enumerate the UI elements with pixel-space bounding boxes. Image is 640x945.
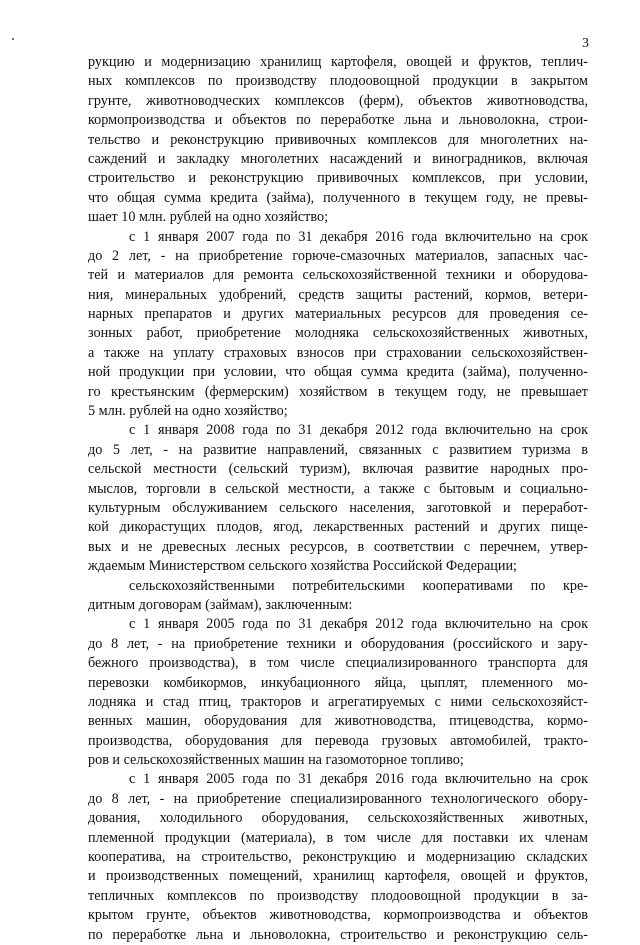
paragraph [88, 577, 588, 616]
text-line: венных машин, оборудования для животноводства, птицеводства, кормо- [88, 713, 588, 730]
text-line: до 8 лет, - на приобретение техники и оборудования (российского и зару- [88, 635, 588, 652]
document-body [88, 53, 588, 945]
text-line: грунте, животноводческих комплексов (ферм), объектов животноводства, [88, 92, 588, 109]
scan-speck [12, 38, 14, 40]
text-line: кой дикорастущих плодов, ягод, лекарственных растений и других пище- [88, 519, 588, 536]
text-line: с 1 января 2005 года по 31 декабря 2016 года включительно на срок [129, 771, 588, 788]
text-line: с 1 января 2007 года по 31 декабря 2016 года включительно на срок [129, 228, 588, 245]
text-line: а также на уплату страховых взносов при страховании сельскохозяйствен- [88, 344, 588, 361]
text-line: культурным обслуживанием сельского населения, заготовкой и переработ- [88, 499, 588, 516]
text-line: сельской местности (сельский туризм), включая развитие народных про- [88, 461, 588, 478]
text-line: тепличных комплексов по производству плодоовощной продукции в за- [88, 887, 588, 904]
text-line: до 5 лет, - на развитие направлений, связанных с развитием туризма в [88, 441, 588, 458]
text-line: с 1 января 2005 года по 31 декабря 2012 года включительно на срок [129, 616, 588, 633]
text-line: саждений и закладку многолетних насаждений и виноградников, включая [88, 150, 588, 167]
text-line: дования, холодильного оборудования, сельскохозяйственных животных, [88, 810, 588, 827]
text-line: что общая сумма кредита (займа), полученного в текущем году, не превы- [88, 189, 588, 206]
text-line: 5 млн. рублей на одно хозяйство; [88, 403, 288, 420]
paragraph [88, 615, 588, 770]
text-line: с 1 января 2008 года по 31 декабря 2012 года включительно на срок [129, 422, 588, 439]
text-line: племенной продукции (материала), в том числе для поставки их членам [88, 829, 588, 846]
text-line: кормопроизводства и объектов по переработке льна и льноволокна, строи- [88, 112, 588, 129]
text-line: ных комплексов по производству плодоовощной продукции в закрытом [88, 73, 588, 90]
paragraph [88, 770, 588, 945]
text-line: сельскохозяйственными потребительскими кооперативами по кре- [129, 577, 588, 594]
text-line: шает 10 млн. рублей на одно хозяйство; [88, 209, 329, 226]
text-line: го крестьянским (фермерским) хозяйством в текущем году, не превышает [88, 383, 588, 400]
text-line: производства, оборудования для перевода грузовых автомобилей, тракто- [88, 732, 588, 749]
paragraph [88, 421, 588, 576]
text-line: по переработке льна и льноволокна, строительство и реконструкцию сель- [88, 926, 588, 943]
page-number: 3 [582, 36, 589, 51]
text-line: мыслов, торговли в сельской местности, а также с бытовым и социально- [88, 480, 588, 497]
text-line: бежного производства), в том числе специализированного транспорта для [88, 655, 588, 672]
text-line: строительство и реконструкцию прививочных комплексов, при условии, [88, 170, 588, 187]
text-line: ров и сельскохозяйственных машин на газомоторное топливо; [88, 752, 464, 769]
text-line: кооператива, на строительство, реконструкцию и модернизацию складских [88, 849, 588, 866]
text-line: нарных препаратов и других материальных ресурсов для проведения се- [88, 306, 588, 323]
paragraph [88, 228, 588, 422]
text-line: ждаемым Министерством сельского хозяйства Российской Федерации; [88, 558, 517, 575]
text-line: ния, минеральных удобрений, средств защиты растений, кормов, ветери- [88, 286, 588, 303]
text-line: дитным договорам (займам), заключенным: [88, 596, 353, 613]
paragraph [88, 53, 588, 228]
text-line: тей и материалов для ремонта сельскохозяйственной техники и оборудова- [88, 267, 588, 284]
text-line: лодняка и стад птиц, тракторов и агрегатируемых с ними сельскохозяйст- [88, 693, 588, 710]
text-line: ной продукции при условии, что общая сумма кредита (займа), полученно- [88, 364, 588, 381]
text-line: тельство и реконструкцию прививочных комплексов для многолетних на- [88, 131, 588, 148]
text-line: и производственных помещений, хранилищ картофеля, овощей и фруктов, [88, 868, 588, 885]
text-line: крытом грунте, объектов животноводства, кормопроизводства и объектов [88, 907, 588, 924]
text-line: рукцию и модернизацию хранилищ картофеля, овощей и фруктов, теплич- [88, 54, 588, 70]
text-line: вых и не древесных лесных ресурсов, в соответствии с перечнем, утвер- [88, 538, 588, 555]
text-line: зонных работ, приобретение молодняка сельскохозяйственных животных, [88, 325, 588, 342]
text-line: до 2 лет, - на приобретение горюче-смазочных материалов, запасных час- [88, 247, 588, 264]
text-line: до 8 лет, - на приобретение специализированного технологического обору- [88, 790, 588, 807]
text-line: перевозки комбикормов, инкубационного яйца, цыплят, племенного мо- [88, 674, 588, 691]
